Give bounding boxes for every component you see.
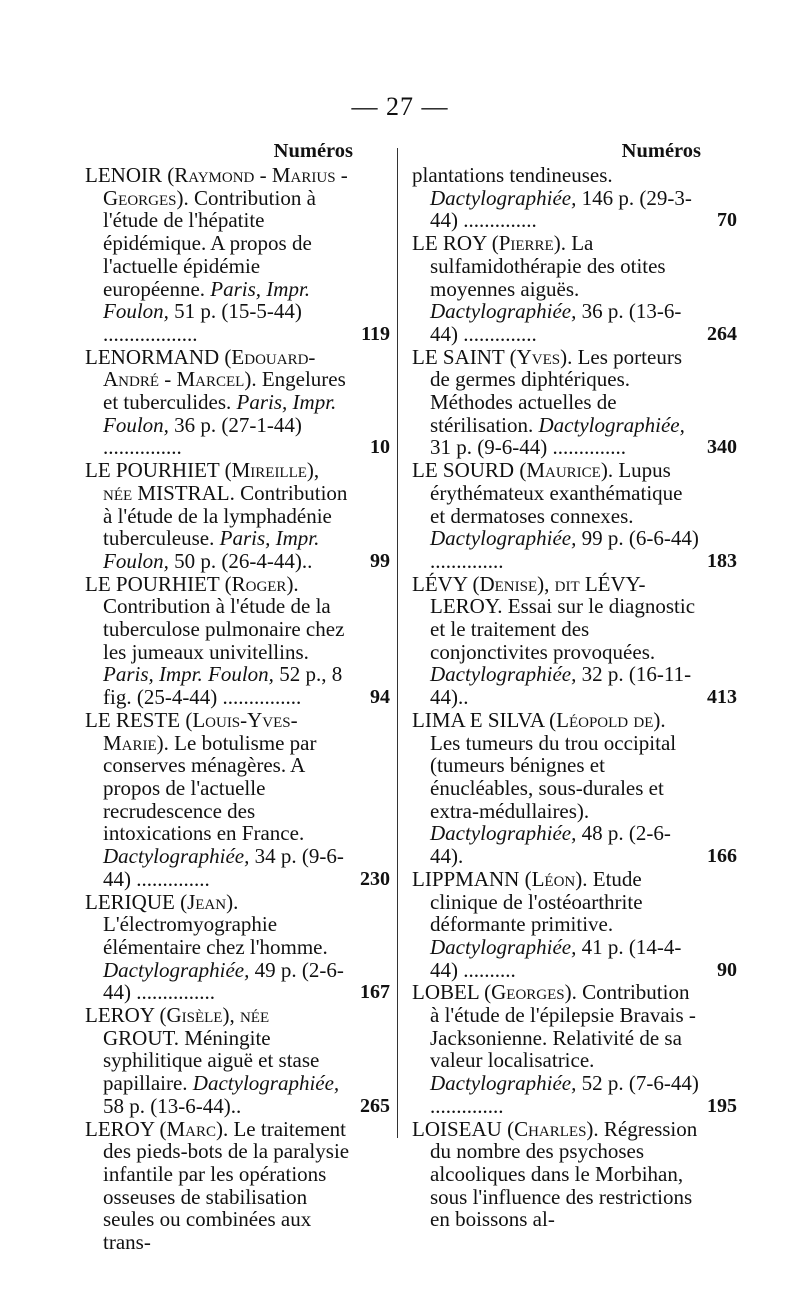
entry-number: 265	[360, 1094, 390, 1117]
entry-author-name: LOISEAU	[412, 1116, 502, 1141]
entry-number: 94	[370, 686, 390, 709]
entry-details: 41 p. (14-4-44) ..........	[430, 934, 682, 982]
entry-publisher: Paris, Impr. Foulon,	[103, 526, 320, 573]
bibliography-entry	[412, 458, 737, 573]
entry-details: 36 p. (13-6-44) ..............	[430, 299, 682, 346]
entry-author-name: LIPPMANN	[412, 866, 520, 891]
entry-publisher: Dactylographiée,	[430, 662, 577, 687]
entry-given-names: (Marc).	[159, 1116, 229, 1141]
entry-given-names: (Roger).	[224, 571, 299, 596]
entry-details: 51 p. (15-5-44) ..................	[103, 299, 302, 346]
entry-publisher: Paris, Impr. Foulon,	[103, 276, 311, 324]
entry-given-names: (Denise), dit LÉVY-LEROY.	[430, 571, 646, 619]
entry-publisher: Dactylographiée,	[430, 934, 577, 959]
entry-title: Méningite syphilitique aiguë et stase papillaire.	[103, 1025, 320, 1096]
entry-author-name: LE POURHIET	[85, 458, 220, 483]
entry-number: 166	[707, 845, 737, 868]
bibliography-entry	[412, 571, 737, 710]
entry-author-name: LE RESTE	[85, 707, 181, 732]
entry-title: Le botulisme par conserves ménagères. A propos de l'actuelle recrudescence des intoxications en France.	[103, 730, 317, 846]
bibliography-entry	[412, 980, 737, 1118]
bibliography-entry	[85, 346, 390, 460]
entry-title: Essai sur le diagnostic et le traitement des conjonctivites provoquées.	[430, 594, 696, 664]
page-number: — 27 —	[351, 92, 449, 121]
bibliography-entry	[412, 344, 737, 460]
entry-number: 119	[361, 322, 390, 345]
entry-given-names: (Edouard-André - Marcel).	[103, 344, 316, 392]
bibliography-entry	[85, 459, 390, 573]
entry-title: Lupus érythémateux exanthématique et dermatoses connexes.	[430, 458, 683, 528]
entry-details: 99 p. (6-6-44) ..............	[430, 526, 699, 573]
entry-publisher: Dactylographiée,	[430, 1071, 577, 1096]
entry-publisher: Dactylographiée,	[103, 844, 250, 869]
entry-author-name: LEROY	[85, 1116, 155, 1141]
numeros-header-right: Numéros	[621, 140, 701, 162]
entry-publisher: Dactylographiée,	[192, 1071, 340, 1096]
entry-given-names: (Maurice).	[519, 458, 614, 483]
entry-publisher: Dactylographiée,	[430, 526, 577, 551]
entry-publisher: Dactylographiée,	[538, 412, 685, 437]
entry-publisher: Dactylographiée,	[430, 299, 577, 324]
entry-author-name: LERIQUE	[85, 889, 175, 914]
entry-given-names: (Pierre).	[491, 231, 566, 256]
entry-details: 50 p. (26-4-44)..	[174, 548, 313, 573]
entry-author-name: LE SOURD	[412, 458, 515, 483]
entry-number: 340	[707, 436, 737, 459]
entry-given-names: (Léon).	[524, 866, 588, 891]
column-divider	[397, 148, 398, 1138]
bibliography-entry	[85, 1004, 390, 1118]
entry-number: 183	[707, 549, 737, 572]
entry-number: 195	[707, 1094, 737, 1117]
entry-given-names: (Léopold de).	[549, 707, 666, 732]
left-entries	[85, 164, 390, 1254]
entry-publisher: Paris, Impr. Foulon,	[103, 662, 274, 687]
entry-publisher: Dactylographiée,	[430, 185, 577, 210]
entry-title: Contribution à l'étude de la tuberculose pulmonaire chez les jumeaux univitellins.	[103, 594, 345, 664]
entry-details: 34 p. (9-6-44) ..............	[103, 844, 344, 891]
entry-title: Contribution à l'étude de la lymphadénie tuberculeuse.	[103, 480, 348, 551]
entry-details: 52 p., 8 fig. (25-4-44) ...............	[103, 662, 343, 710]
entry-number: 90	[717, 958, 737, 981]
entry-title: Contribution à l'étude de l'hépatite épidémique. A propos de l'actuelle épidémie européenne.	[103, 185, 316, 301]
entry-number: 99	[370, 549, 390, 572]
entry-details: 49 p. (2-6-44) ...............	[103, 957, 344, 1005]
bibliography-entry	[412, 1118, 715, 1232]
bibliography-entry	[412, 231, 737, 346]
bibliography-entry	[85, 573, 390, 709]
entry-details: 52 p. (7-6-44) ..............	[430, 1071, 699, 1118]
entry-number: 230	[360, 867, 390, 890]
entry-title: La sulfamidothérapie des otites moyennes aiguës.	[430, 231, 666, 301]
entry-author-name: LIMA E SILVA	[412, 707, 544, 732]
numeros-header-left: Numéros	[273, 140, 353, 162]
entry-author-name: LE POURHIET	[85, 571, 220, 596]
entry-given-names: (Yves).	[509, 344, 573, 369]
bibliography-entry	[85, 164, 390, 346]
entry-title: plantations tendineuses.	[412, 163, 613, 187]
entry-publisher: Dactylographiée,	[430, 821, 577, 846]
entry-number: 70	[717, 209, 737, 232]
right-entries	[412, 163, 737, 1232]
entry-title: Le traitement des pieds-bots de la paralysie infantile par les opérations osseuses de stabilisation seules ou combinées aux trans-	[103, 1116, 350, 1255]
entry-author-name: LEROY	[85, 1003, 155, 1028]
left-column	[85, 138, 390, 1254]
bibliography-entry	[85, 891, 390, 1005]
entry-title: L'électromyographie élémentaire chez l'homme.	[103, 912, 328, 959]
entry-publisher: Dactylographiée,	[103, 957, 250, 982]
entry-number: 413	[707, 686, 737, 709]
entry-details: 146 p. (29-3-44) ..............	[430, 185, 692, 233]
entry-details: 48 p. (2-6-44).	[430, 821, 671, 869]
entry-title: Etude clinique de l'ostéoarthrite déformante primitive.	[430, 866, 643, 937]
bibliography-entry	[412, 866, 737, 982]
bibliography-entry	[412, 163, 737, 233]
entry-title: Régression du nombre des psychoses alcooliques dans le Morbihan, sous l'influence des restrictions en boissons al-	[430, 1116, 698, 1232]
entry-number: 167	[360, 981, 390, 1004]
entry-given-names: (Georges).	[484, 980, 577, 1005]
entry-details: 36 p. (27-1-44) ...............	[103, 412, 302, 460]
entry-given-names: (Charles).	[507, 1116, 599, 1141]
bibliography-entry	[85, 709, 390, 891]
entry-title: Les tumeurs du trou occipital (tumeurs bénignes et énucléables, sous-durales et extra-médullaires).	[430, 730, 677, 823]
entry-title: Engelures et tuberculides.	[103, 367, 346, 415]
entry-given-names: (Louis-Yves-Marie).	[103, 707, 298, 755]
entry-publisher: Paris, Impr. Foulon,	[103, 390, 337, 437]
entry-details: 58 p. (13-6-44)..	[103, 1093, 242, 1118]
entry-author-name: LÉVY	[412, 571, 468, 596]
entry-author-name: LE ROY	[412, 231, 487, 256]
bibliography-entry	[85, 1118, 390, 1254]
right-column	[412, 138, 737, 1232]
entry-details: 31 p. (9-6-44) ..............	[430, 435, 626, 460]
entry-given-names: (Jean).	[180, 889, 239, 914]
entry-given-names: (Raymond - Marius - Georges).	[103, 163, 348, 210]
entry-given-names: (Gisèle), née GROUT.	[103, 1003, 270, 1050]
entry-author-name: LENORMAND	[85, 344, 220, 369]
entry-author-name: LENOIR	[85, 163, 162, 187]
entry-details: 32 p. (16-11-44)..	[430, 662, 692, 710]
entry-title: Les porteurs de germes diphtériques. Méthodes actuelles de stérilisation.	[430, 344, 682, 437]
entry-number: 10	[370, 436, 390, 459]
entry-given-names: (Mireille), née MISTRAL.	[103, 458, 320, 505]
entry-author-name: LOBEL	[412, 980, 479, 1005]
bibliography-entry	[412, 707, 737, 869]
entry-title: Contribution à l'étude de l'épilepsie Bravais - Jacksonienne. Relativité de sa valeur localisatrice.	[430, 980, 696, 1073]
entry-number: 264	[707, 322, 737, 345]
entry-author-name: LE SAINT	[412, 344, 505, 369]
